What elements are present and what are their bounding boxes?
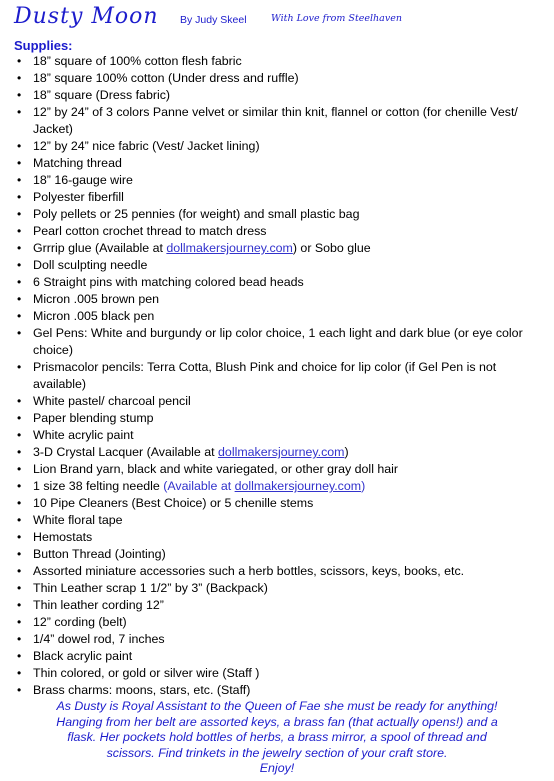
list-item (14, 478, 539, 495)
list-item (14, 308, 539, 325)
item-text: 12” by 24” nice fabric (Vest/ Jacket lining) (33, 139, 260, 153)
item-text: Hemostats (33, 530, 93, 544)
tagline: With Love from Steelhaven (271, 13, 402, 24)
list-item (14, 189, 539, 206)
list-item (14, 427, 539, 444)
document-header (14, 0, 544, 34)
bullet: • (17, 224, 22, 238)
list-item (14, 155, 539, 172)
bullet: • (17, 105, 22, 119)
item-text-blue: (Available at (163, 479, 235, 493)
item-text: Micron .005 brown pen (33, 292, 160, 306)
item-text: 6 Straight pins with matching colored bead heads (33, 275, 304, 289)
bullet: • (17, 71, 22, 85)
dollmakersjourney-link[interactable]: dollmakersjourney.com (166, 241, 293, 255)
list-item (14, 580, 539, 597)
list-item (14, 512, 539, 529)
list-item (14, 53, 539, 70)
item-text: Lion Brand yarn, black and white variegated, or other gray doll hair (33, 462, 399, 476)
item-text: 1 size 38 felting needle (33, 479, 164, 493)
bullet: • (17, 649, 22, 663)
bullet: • (17, 292, 22, 306)
item-text: Button Thread (Jointing) (33, 547, 166, 561)
item-text: 12” cording (belt) (33, 615, 127, 629)
note-line: Enjoy! (259, 761, 295, 775)
list-item (14, 461, 539, 478)
item-text: White pastel/ charcoal pencil (33, 394, 191, 408)
supplies-list (14, 53, 539, 699)
item-text: Micron .005 black pen (33, 309, 155, 323)
bullet: • (17, 496, 22, 510)
bullet: • (17, 88, 22, 102)
bullet: • (17, 241, 22, 255)
list-item (14, 274, 539, 291)
bullet: • (17, 326, 22, 340)
bullet: • (17, 360, 22, 374)
item-text: Polyester fiberfill (33, 190, 124, 204)
note-line: Hanging from her belt are assorted keys, a brass fan (that actually opens!) and a (56, 714, 498, 729)
list-item (14, 597, 539, 614)
item-text: 3-D Crystal Lacquer (Available at (33, 445, 219, 459)
dollmakersjourney-link[interactable]: dollmakersjourney.com (234, 479, 362, 493)
item-text: Thin Leather scrap 1 1/2” by 3” (Backpack) (33, 581, 268, 595)
list-item (14, 410, 539, 427)
item-text: Prismacolor pencils: Terra Cotta, Blush Pink and choice for lip color (if Gel Pen is not available) (33, 360, 497, 391)
item-text: Thin colored, or gold or silver wire (Staff ) (33, 666, 260, 680)
bullet: • (17, 309, 22, 323)
item-text: 10 Pipe Cleaners (Best Choice) or 5 chenille stems (33, 496, 314, 510)
list-item (14, 138, 539, 155)
bullet: • (17, 411, 22, 425)
list-item (14, 240, 539, 257)
closing-note (14, 699, 540, 777)
bullet: • (17, 462, 22, 476)
document-title: Dusty Moon (14, 4, 159, 29)
item-text: Brass charms: moons, stars, etc. (Staff) (33, 683, 251, 697)
item-text: Thin leather cording 12” (33, 598, 164, 612)
list-item (14, 104, 539, 138)
list-item (14, 325, 539, 359)
bullet: • (17, 394, 22, 408)
bullet: • (17, 139, 22, 153)
list-item (14, 87, 539, 104)
item-text-blue: ) (361, 479, 366, 493)
item-text: Poly pellets or 25 pennies (for weight) and small plastic bag (33, 207, 360, 221)
bullet: • (17, 666, 22, 680)
bullet: • (17, 173, 22, 187)
list-item (14, 393, 539, 410)
list-item (14, 223, 539, 240)
item-text: Gel Pens: White and burgundy or lip color choice, 1 each light and dark blue (or eye color choice) (33, 326, 523, 357)
item-text: Assorted miniature accessories such a herb bottles, scissors, keys, books, etc. (33, 564, 465, 578)
list-item (14, 70, 539, 87)
list-item (14, 495, 539, 512)
bullet: • (17, 513, 22, 527)
item-text: Paper blending stump (33, 411, 154, 425)
item-text: 18” 16-gauge wire (33, 173, 133, 187)
list-item (14, 206, 539, 223)
bullet: • (17, 54, 22, 68)
item-text: Pearl cotton crochet thread to match dress (33, 224, 267, 238)
bullet: • (17, 615, 22, 629)
list-item (14, 648, 539, 665)
bullet: • (17, 190, 22, 204)
bullet: • (17, 258, 22, 272)
item-text: 18” square (Dress fabric) (33, 88, 171, 102)
item-text: Doll sculpting needle (33, 258, 148, 272)
bullet: • (17, 428, 22, 442)
bullet: • (17, 564, 22, 578)
item-text: 12” by 24” of 3 colors Panne velvet or similar thin knit, flannel or cotton (for chenille Vest/ Jacket) (33, 105, 518, 136)
list-item (14, 665, 539, 682)
list-item (14, 682, 539, 699)
item-text: Black acrylic paint (33, 649, 133, 663)
list-item (14, 444, 539, 461)
list-item (14, 172, 539, 189)
note-line: scissors. Find trinkets in the jewelry section of your craft store. (106, 745, 448, 760)
note-line: As Dusty is Royal Assistant to the Queen of Fae she must be ready for anything! (56, 699, 498, 713)
item-text: ) (344, 445, 349, 459)
list-item (14, 291, 539, 308)
bullet: • (17, 207, 22, 221)
list-item (14, 359, 539, 393)
bullet: • (17, 632, 22, 646)
item-text: ) or Sobo glue (292, 241, 371, 255)
bullet: • (17, 156, 22, 170)
bullet: • (17, 547, 22, 561)
item-text: White floral tape (33, 513, 123, 527)
list-item (14, 529, 539, 546)
bullet: • (17, 581, 22, 595)
list-item (14, 257, 539, 274)
author-byline: By Judy Skeel (180, 14, 247, 26)
bullet: • (17, 479, 22, 493)
bullet: • (17, 598, 22, 612)
item-text: 18” square of 100% cotton flesh fabric (33, 54, 242, 68)
note-line: flask. Her pockets hold bottles of herbs, a brass mirror, a spool of thread and (67, 730, 487, 744)
list-item (14, 563, 539, 580)
bullet: • (17, 683, 22, 697)
item-text: 1/4” dowel rod, 7 inches (33, 632, 165, 646)
bullet: • (17, 445, 22, 459)
bullet: • (17, 530, 22, 544)
item-text: Grrrip glue (Available at (33, 241, 167, 255)
list-item (14, 631, 539, 648)
bullet: • (17, 275, 22, 289)
item-text: Matching thread (33, 156, 122, 170)
item-text: White acrylic paint (33, 428, 134, 442)
dollmakersjourney-link[interactable]: dollmakersjourney.com (218, 445, 345, 459)
supplies-heading: Supplies: (14, 38, 73, 53)
list-item (14, 614, 539, 631)
item-text: 18” square 100% cotton (Under dress and ruffle) (33, 71, 299, 85)
list-item (14, 546, 539, 563)
